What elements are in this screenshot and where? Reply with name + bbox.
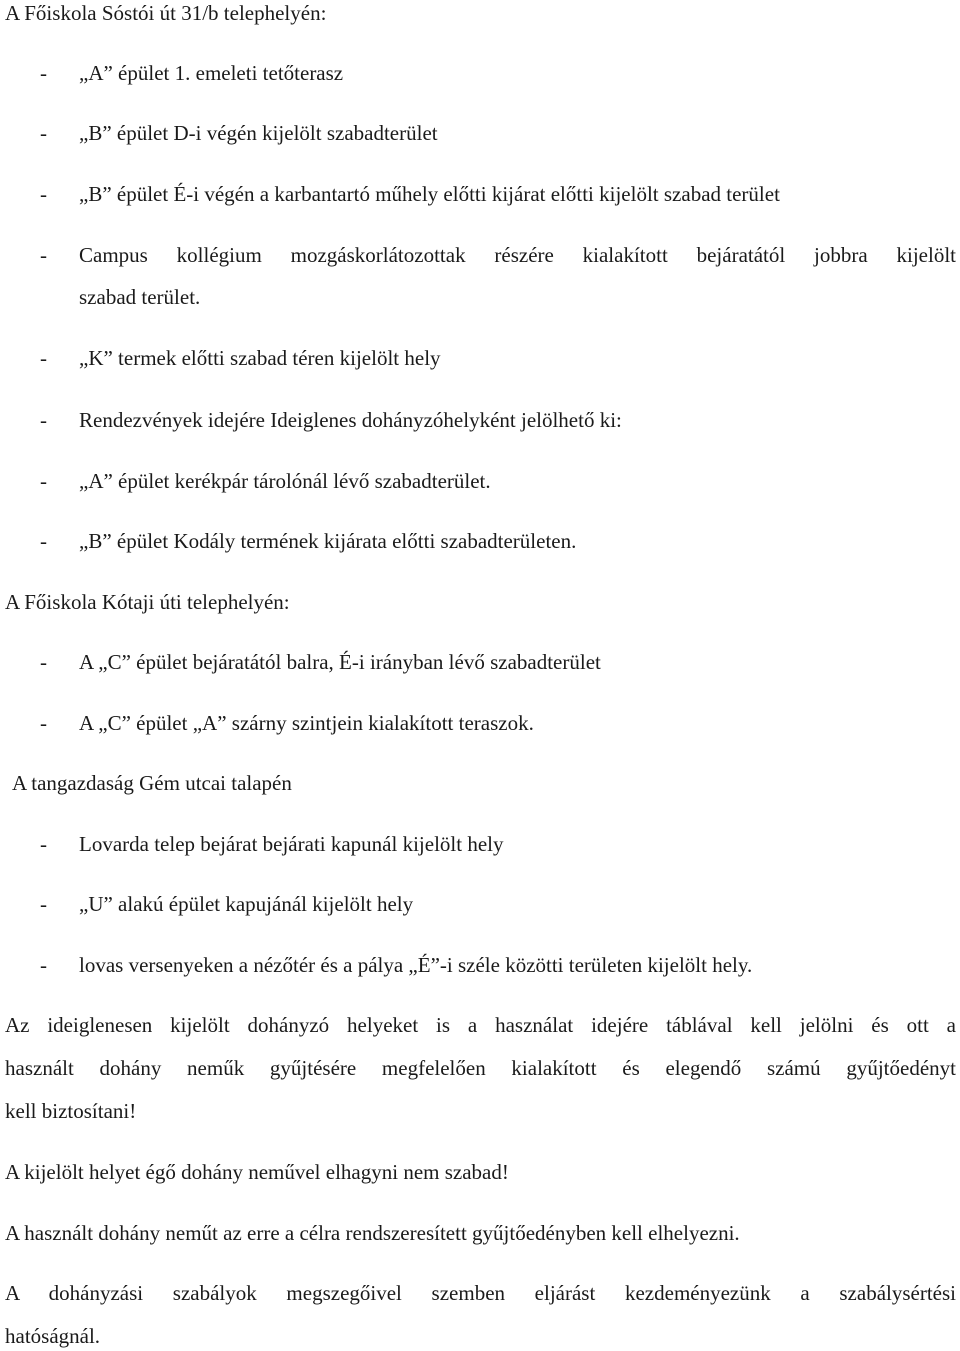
paragraph-line: hatóságnál. (5, 1324, 101, 1348)
list-dash: - (40, 711, 47, 735)
list-item: Campus kollégium mozgáskorlátozottak részére kialakított bejáratától jobbra kijelölt (79, 243, 956, 267)
paragraph-line: használt dohány neműk gyűjtésére megfelelően kialakított és elegendő számú gyűjtőedényt (5, 1056, 956, 1080)
list-item: „A” épület 1. emeleti tetőterasz (79, 61, 344, 85)
list-dash: - (40, 243, 47, 267)
list-item: „B” épület É-i végén a karbantartó műhely előtti kijárat előtti kijelölt szabad terület (79, 182, 780, 206)
list-item: „K” termek előtti szabad téren kijelölt hely (79, 346, 441, 370)
paragraph: A használt dohány neműt az erre a célra rendszeresített gyűjtőedényben kell elhelyezni. (5, 1221, 740, 1245)
list-item: Lovarda telep bejárat bejárati kapunál kijelölt hely (79, 832, 504, 856)
section-heading-kotaji: A Főiskola Kótaji úti telephelyén: (5, 590, 290, 614)
list-item: Rendezvények idejére Ideiglenes dohányzóhelyként jelölhető ki: (79, 408, 622, 432)
list-item: „B” épület D-i végén kijelölt szabadterület (79, 121, 438, 145)
list-dash: - (40, 953, 47, 977)
list-dash: - (40, 408, 47, 432)
list-item-continuation: szabad terület. (79, 285, 201, 309)
list-dash: - (40, 469, 47, 493)
list-item: „A” épület kerékpár tárolónál lévő szabadterület. (79, 469, 491, 493)
section-heading-tangazdasag: A tangazdaság Gém utcai talapén (12, 771, 292, 795)
list-item: „U” alakú épület kapujánál kijelölt hely (79, 892, 414, 916)
list-item: A „C” épület „A” szárny szintjein kialakított teraszok. (79, 711, 534, 735)
paragraph: A kijelölt helyet égő dohány neművel elhagyni nem szabad! (5, 1160, 509, 1184)
paragraph-line: kell biztosítani! (5, 1099, 137, 1123)
list-item: lovas versenyeken a nézőtér és a pálya „É”-i széle közötti területen kijelölt hely. (79, 953, 753, 977)
list-dash: - (40, 61, 47, 85)
paragraph-line: A dohányzási szabályok megszegőivel szemben eljárást kezdeményezünk a szabálysértési (5, 1281, 956, 1305)
section-heading-sostoi: A Főiskola Sóstói út 31/b telephelyén: (5, 1, 327, 25)
list-dash: - (40, 346, 47, 370)
list-dash: - (40, 529, 47, 553)
list-dash: - (40, 892, 47, 916)
list-dash: - (40, 121, 47, 145)
list-dash: - (40, 182, 47, 206)
list-item: A „C” épület bejáratától balra, É-i irányban lévő szabadterület (79, 650, 601, 674)
list-item: „B” épület Kodály termének kijárata előtti szabadterületen. (79, 529, 577, 553)
list-dash: - (40, 650, 47, 674)
paragraph-line: Az ideiglenesen kijelölt dohányzó helyeket is a használat idejére táblával kell jelölni és ott a (5, 1013, 956, 1037)
list-dash: - (40, 832, 47, 856)
